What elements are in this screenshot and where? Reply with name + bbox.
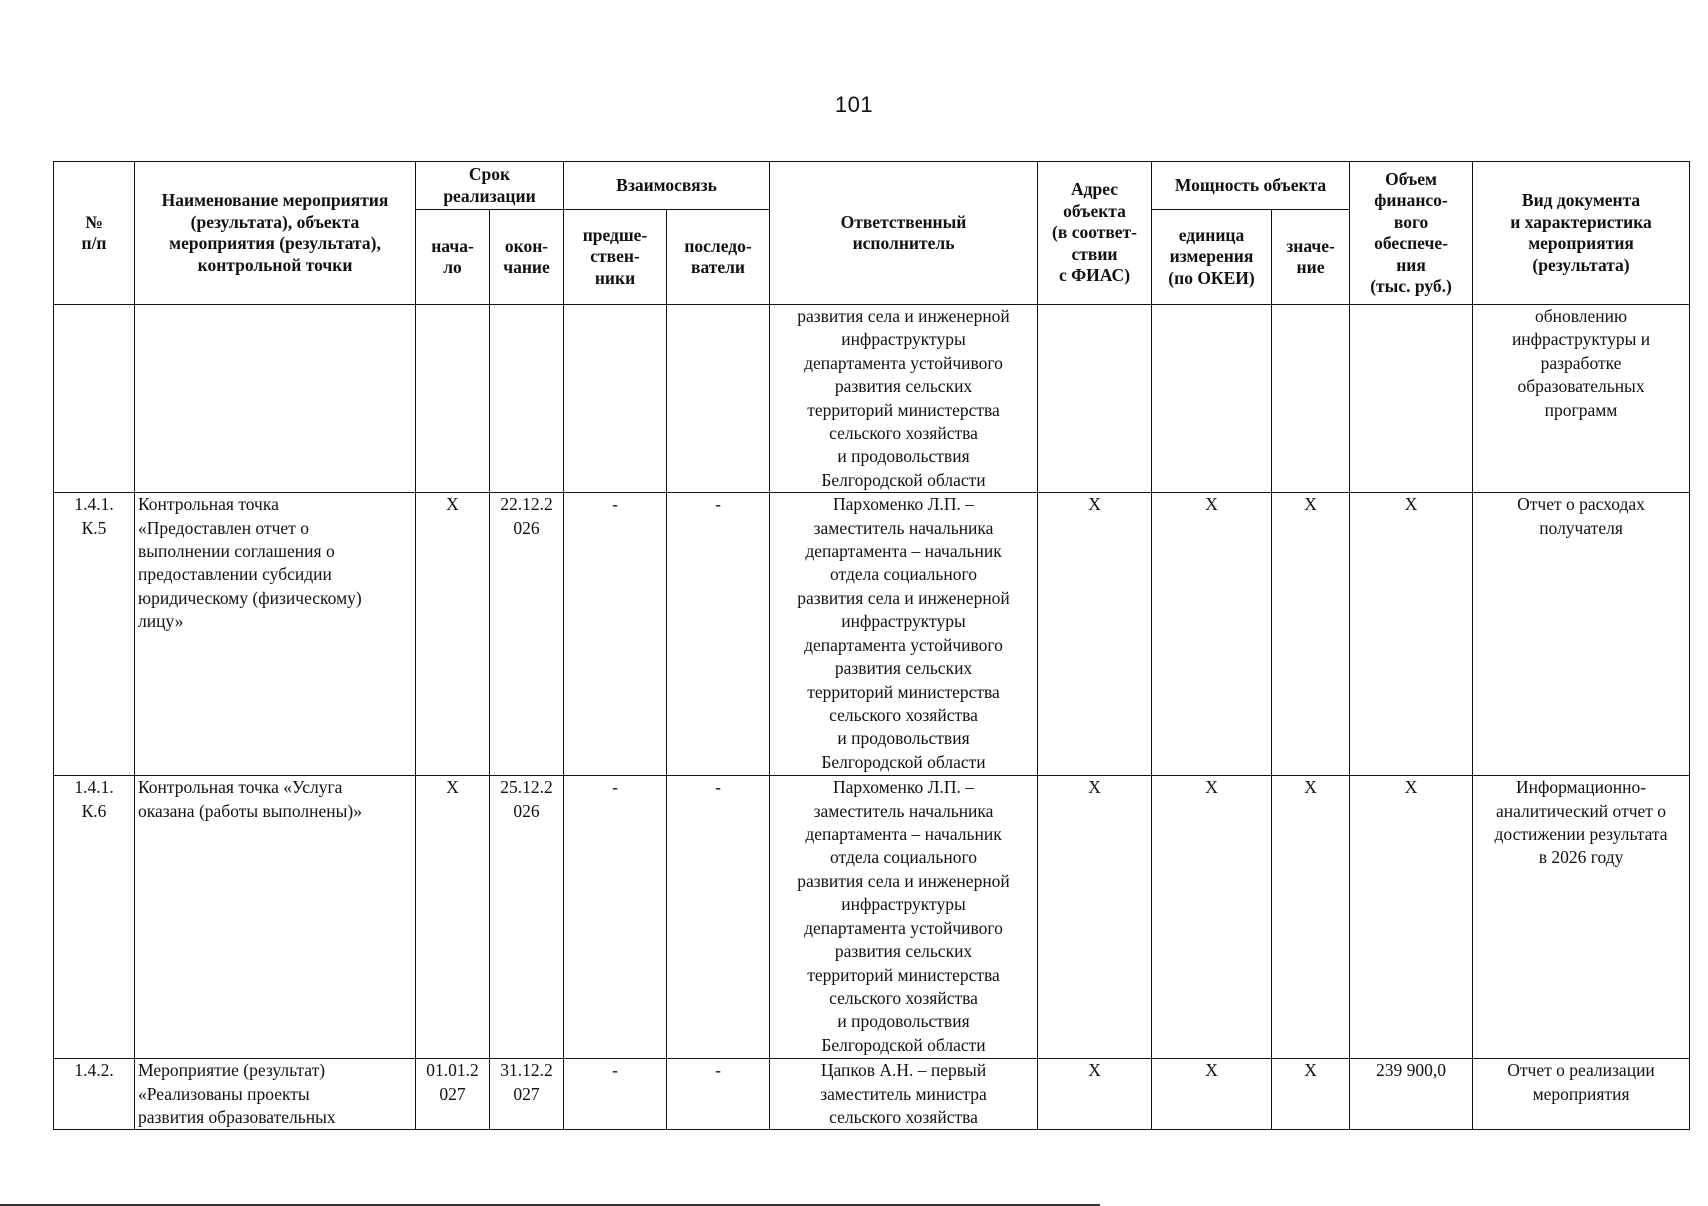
cell-name [135,305,416,493]
cell-finance: X [1350,776,1473,1059]
cell-doc: Отчет о реализации мероприятия [1473,1059,1690,1130]
header-link-prev: предше- ствен- ники [564,210,667,305]
header-responsible: Ответственный исполнитель [770,162,1038,305]
cell-num: 1.4.2. [54,1059,135,1130]
cell-name: Мероприятие (результат) «Реализованы проекты развития образовательных [135,1059,416,1130]
cell-value: X [1272,493,1350,776]
table-row [54,493,1690,776]
cell-next: - [667,493,770,776]
table-row [54,1059,1690,1130]
cell-doc: Информационно- аналитический отчет о достижении результата в 2026 году [1473,776,1690,1059]
cell-value: X [1272,1059,1350,1130]
cell-address [1038,305,1152,493]
cell-doc: обновлению инфраструктуры и разработке образовательных программ [1473,305,1690,493]
table-row [54,776,1690,1059]
header-address: Адрес объекта (в соответ- ствии с ФИАС) [1038,162,1152,305]
cell-responsible: развития села и инженерной инфраструктуры департамента устойчивого развития сельских территорий министерства сельского хозяйства и продовольствия Белгородской области [770,305,1038,493]
header-capacity-value: значе- ние [1272,210,1350,305]
header-term-start: нача- ло [416,210,490,305]
cell-start: X [416,493,490,776]
header-term: Срок реализации [416,162,564,210]
cell-finance: 239 900,0 [1350,1059,1473,1130]
cell-prev [564,305,667,493]
cell-address: X [1038,776,1152,1059]
cell-value [1272,305,1350,493]
cell-prev: - [564,493,667,776]
cell-num [54,305,135,493]
cell-responsible: Пархоменко Л.П. – заместитель начальника департамента – начальник отдела социального развития села и инженерной инфраструктуры департамента устойчивого развития сельских территорий министерства сельского хозяйства и продовольствия Белгородской области [770,776,1038,1059]
cell-value: X [1272,776,1350,1059]
cell-doc: Отчет о расходах получателя [1473,493,1690,776]
cell-responsible: Пархоменко Л.П. – заместитель начальника департамента – начальник отдела социального развития села и инженерной инфраструктуры департамента устойчивого развития сельских территорий министерства сельского хозяйства и продовольствия Белгородской области [770,493,1038,776]
cell-start: X [416,776,490,1059]
cell-unit: X [1152,493,1272,776]
cell-responsible: Цапков А.Н. – первый заместитель министра сельского хозяйства [770,1059,1038,1130]
header-capacity-unit: единица измерения (по ОКЕИ) [1152,210,1272,305]
cell-next: - [667,776,770,1059]
header-link: Взаимосвязь [564,162,770,210]
header-name: Наименование мероприятия (результата), объекта мероприятия (результата), контрольной точки [135,162,416,305]
cell-next [667,305,770,493]
cell-num: 1.4.1. К.5 [54,493,135,776]
cell-num: 1.4.1. К.6 [54,776,135,1059]
cell-address: X [1038,493,1152,776]
activity-table [53,161,1690,1130]
header-doc-type: Вид документа и характеристика мероприятия (результата) [1473,162,1690,305]
cell-next: - [667,1059,770,1130]
header-finance: Объем финансо- вого обеспече- ния (тыс. руб.) [1350,162,1473,305]
table-row [54,305,1690,493]
cell-name: Контрольная точка «Предоставлен отчет о выполнении соглашения о предоставлении субсидии юридическому (физическому) лицу» [135,493,416,776]
cell-finance [1350,305,1473,493]
header-term-end: окон- чание [490,210,564,305]
cell-start: 01.01.2 027 [416,1059,490,1130]
cell-address: X [1038,1059,1152,1130]
cell-finance: X [1350,493,1473,776]
cell-end: 25.12.2 026 [490,776,564,1059]
cell-end: 31.12.2 027 [490,1059,564,1130]
cell-unit: X [1152,776,1272,1059]
cell-start [416,305,490,493]
header-num: № п/п [54,162,135,305]
cell-name: Контрольная точка «Услуга оказана (работы выполнены)» [135,776,416,1059]
cell-unit: X [1152,1059,1272,1130]
cell-end [490,305,564,493]
header-link-next: последо- ватели [667,210,770,305]
cell-prev: - [564,1059,667,1130]
cell-prev: - [564,776,667,1059]
header-capacity: Мощность объекта [1152,162,1350,210]
page-number: 101 [834,92,874,117]
cell-unit [1152,305,1272,493]
table-header [54,162,1690,305]
cell-end: 22.12.2 026 [490,493,564,776]
